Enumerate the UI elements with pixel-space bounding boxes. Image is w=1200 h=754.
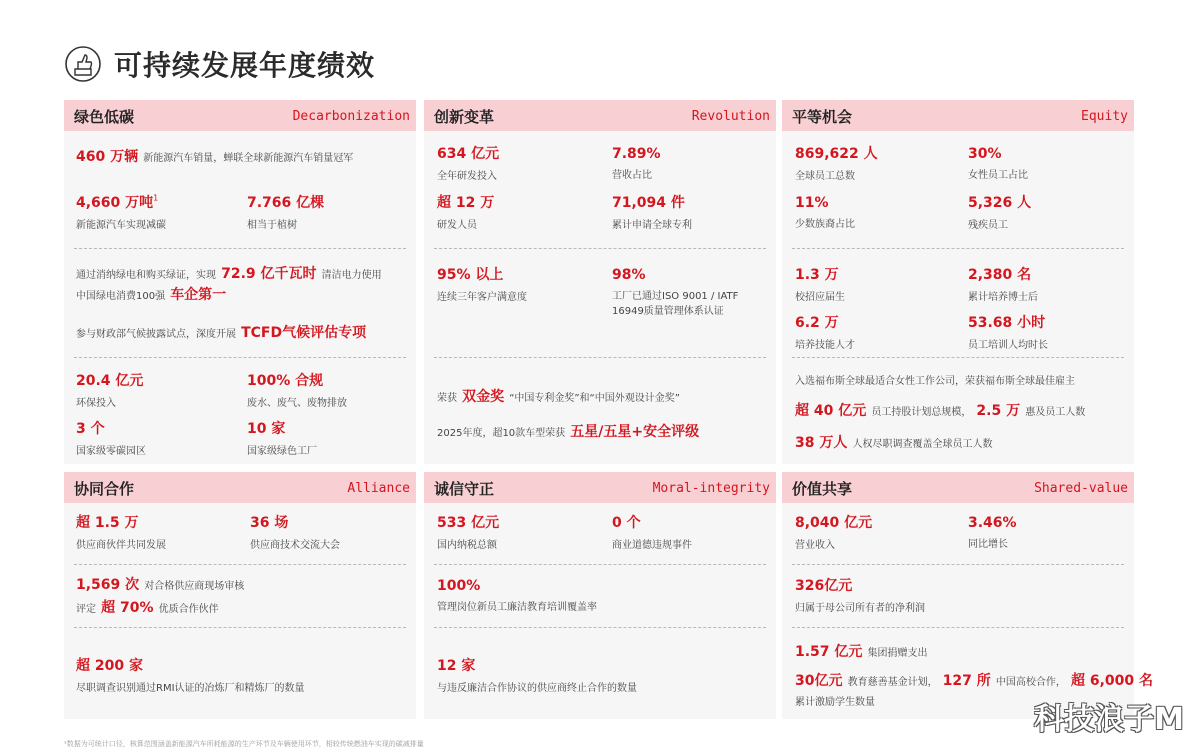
stat-value: 五星/五星+安全评级 [570, 424, 700, 440]
text: 2025年度，超10款车型荣获 [437, 428, 566, 439]
stat-value: 460 万辆 [76, 149, 139, 165]
text: 中国高校合作， [995, 677, 1066, 688]
text: 人权尽职调查覆盖全球员工人数 [852, 439, 993, 450]
stat-value: 6.2 万 [795, 315, 839, 331]
stat-label: 相当于植树 [247, 220, 297, 231]
stat-value: 超 6,000 名 [1070, 673, 1153, 689]
panel-header [424, 472, 776, 503]
stat-item [76, 512, 166, 551]
stat-value: 超 1.5 万 [76, 515, 139, 531]
forbes-line: 入选福布斯全球最适合女性工作公司，荣获福布斯全球最佳雇主 [795, 376, 1075, 387]
panel-header [64, 472, 416, 503]
stat-item [795, 312, 855, 351]
text: 优质合作伙伴 [158, 604, 219, 615]
stat-label: 少数族裔占比 [795, 219, 855, 230]
stat-item [612, 512, 692, 551]
stat-value: 超 12 万 [437, 195, 495, 211]
human-rights-line [795, 432, 992, 452]
stat-item [968, 264, 1038, 303]
panel-header [782, 100, 1134, 131]
stat-label: 研发人员 [437, 220, 477, 231]
stat-label: 国内纳税总额 [437, 540, 497, 551]
stat-value: 20.4 亿元 [76, 373, 144, 389]
divider [792, 248, 1124, 249]
stat-ev-sales [76, 146, 353, 166]
stat-item [437, 512, 499, 551]
stat-value: 3.46% [968, 515, 1017, 531]
stat-label: 国家级绿色工厂 [247, 446, 317, 457]
stat-value: 100% [437, 578, 481, 594]
panel-subtitle: Moral-integrity [652, 481, 770, 496]
stat-label: 营收占比 [612, 170, 652, 181]
stat-value: 30% [968, 146, 1002, 162]
esop-line [795, 400, 1085, 420]
stat-label: 国家级零碳园区 [76, 446, 146, 457]
panel-title: 诚信守正 [434, 480, 495, 498]
stat-value: 3 个 [76, 421, 105, 437]
panel-subtitle: Equity [1081, 109, 1128, 124]
stat-value: 7.766 亿棵 [247, 195, 325, 211]
stat-item [437, 192, 494, 231]
text: “中国专利金奖”和“中国外观设计金奖” [509, 393, 680, 404]
stat-value: 53.68 小时 [968, 315, 1046, 331]
stat-item [247, 418, 317, 457]
stat-label: 供应商伙伴共同发展 [76, 540, 166, 551]
stat-value: 30亿元 [795, 673, 843, 689]
stat-label: 女性员工占比 [968, 170, 1028, 181]
header [64, 44, 375, 84]
stat-item [612, 143, 661, 181]
divider [792, 564, 1124, 565]
stat-value: 95% 以上 [437, 267, 504, 283]
stat-value: 超 40 亿元 [795, 403, 867, 419]
text: 评定 [76, 604, 96, 615]
stat-item [247, 370, 347, 409]
stat-item [795, 264, 845, 303]
stat-value: 10 家 [247, 421, 286, 437]
stat-item [795, 143, 878, 182]
stat-value: 4,660 万吨 [76, 195, 154, 211]
stat-value: 36 场 [250, 515, 289, 531]
panel-subtitle: Decarbonization [292, 109, 410, 124]
stat-label: 工厂已通过ISO 9001 / IATF [612, 291, 739, 302]
footnote-mark: 1 [153, 193, 159, 203]
text: 中国绿电消费100强 [76, 291, 166, 302]
text: 荣获 [437, 393, 457, 404]
stat-label: 商业道德违规事件 [612, 540, 692, 551]
panel-integrity [424, 472, 776, 719]
stat-item [968, 312, 1048, 351]
panel-title: 平等机会 [792, 108, 853, 126]
tcfd-line [76, 322, 366, 342]
text: 教育慈善基金计划， [847, 677, 938, 688]
text: 员工持股计划总规模， [871, 407, 972, 418]
divider [74, 357, 406, 358]
stat-item [612, 192, 692, 231]
stat-label: 16949质量管理体系认证 [612, 306, 724, 317]
panel-title: 协同合作 [74, 480, 135, 498]
text: 通过消纳绿电和购买绿证，实现 [76, 270, 216, 281]
stat-item [795, 192, 855, 230]
stat-item [76, 418, 146, 457]
stat-item [76, 192, 166, 231]
stat-value: TCFD气候评估专项 [241, 325, 367, 341]
panel-header [424, 100, 776, 131]
stat-label: 累计申请全球专利 [612, 220, 692, 231]
text: 惠及员工人数 [1025, 407, 1086, 418]
panel-revolution [424, 100, 776, 464]
stat-label: 残疾员工 [968, 220, 1008, 231]
divider [792, 627, 1124, 628]
stat-value: 超 200 家 [76, 658, 143, 674]
green-rank-line [76, 284, 226, 304]
safety-line [437, 421, 699, 441]
stat-value: 7.89% [612, 146, 661, 162]
stat-value: 127 所 [942, 673, 991, 689]
divider [434, 357, 766, 358]
stat-label: 全球员工总数 [795, 171, 855, 182]
stat-item [76, 370, 143, 409]
donation-line [795, 641, 928, 661]
stat-value: 100% 合规 [247, 373, 324, 389]
stat-value: 11% [795, 195, 829, 211]
divider [74, 248, 406, 249]
stat-value: 双金奖 [462, 389, 505, 405]
divider [434, 627, 766, 628]
stat-item [612, 264, 738, 317]
divider [792, 357, 1124, 358]
stat-label: 新能源汽车实现减碳 [76, 220, 166, 231]
panel-header [64, 100, 416, 131]
stat-label: 校招应届生 [795, 292, 845, 303]
panel-alliance [64, 472, 416, 719]
stat-label: 环保投入 [76, 398, 116, 409]
stat-value: 72.9 亿千瓦时 [221, 266, 317, 282]
panel-equity [782, 100, 1134, 464]
stat-item [76, 655, 305, 694]
stat-label: 累计激励学生数量 [795, 697, 875, 708]
panel-subtitle: Revolution [691, 109, 770, 124]
page-title: 可持续发展年度绩效 [114, 49, 376, 82]
stat-value: 5,326 人 [968, 195, 1032, 211]
stat-item [247, 192, 324, 231]
partner-line [76, 597, 219, 617]
panel-title: 创新变革 [434, 108, 495, 126]
stat-label: 营业收入 [795, 540, 835, 551]
divider [434, 564, 766, 565]
stat-label: 员工培训人均时长 [968, 340, 1048, 351]
stat-item [437, 655, 637, 694]
panel-decarbonization [64, 100, 416, 464]
stat-value: 2.5 万 [976, 403, 1021, 419]
text: 对合格供应商现场审核 [144, 581, 245, 592]
stat-item [795, 575, 925, 614]
stat-value: 634 亿元 [437, 146, 500, 162]
panel-subtitle: Alliance [347, 481, 410, 496]
stat-label: 与违反廉洁合作协议的供应商终止合作的数量 [437, 683, 637, 694]
stat-label: 同比增长 [968, 539, 1008, 550]
stat-item [437, 575, 597, 613]
stat-item [437, 264, 527, 303]
stat-value: 12 家 [437, 658, 476, 674]
stat-label: 供应商技术交流大会 [250, 540, 340, 551]
thumbs-up-icon [64, 45, 102, 83]
panel-subtitle: Shared-value [1034, 481, 1128, 496]
stat-item [968, 512, 1017, 550]
stat-value: 超 70% [101, 600, 154, 616]
stat-label: 累计培养博士后 [968, 292, 1038, 303]
stat-label: 尽职调查识别通过RMI认证的冶炼厂和精炼厂的数量 [76, 683, 305, 694]
panel-title: 价值共享 [792, 480, 853, 498]
stat-value: 1,569 次 [76, 577, 140, 593]
panel-header [782, 472, 1134, 503]
panel-title: 绿色低碳 [74, 108, 135, 126]
stat-value: 8,040 亿元 [795, 515, 873, 531]
stat-text: 新能源汽车销量，蝉联全球新能源汽车销量冠军 [143, 153, 354, 164]
stat-value: 71,094 件 [612, 195, 685, 211]
stat-item [968, 192, 1031, 231]
stat-value: 98% [612, 267, 646, 283]
text: 集团捐赠支出 [867, 648, 928, 659]
stat-label: 废水、废气、废物排放 [247, 398, 347, 409]
stat-label: 归属于母公司所有者的净利润 [795, 603, 925, 614]
text: 参与财政部气候披露试点，深度开展 [76, 329, 236, 340]
stat-item [250, 512, 340, 551]
panel-shared-value [782, 472, 1153, 719]
stat-item [437, 143, 499, 182]
stat-value: 533 亿元 [437, 515, 500, 531]
divider [74, 627, 406, 628]
stat-label: 连续三年客户满意度 [437, 292, 527, 303]
watermark: 科技浪子M [1034, 702, 1184, 737]
text: 清洁电力使用 [321, 270, 382, 281]
stat-value: 38 万人 [795, 435, 848, 451]
stat-label: 管理岗位新员工廉洁教育培训覆盖率 [437, 602, 597, 613]
green-power-line [76, 263, 382, 283]
stat-value: 0 个 [612, 515, 641, 531]
stat-value: 2,380 名 [968, 267, 1032, 283]
stat-item [795, 512, 872, 551]
stat-item [968, 143, 1028, 181]
stat-value: 869,622 人 [795, 146, 878, 162]
stat-label: 培养技能人才 [795, 340, 855, 351]
stat-value: 326亿元 [795, 578, 853, 594]
footnote: ¹数据为可统计口径，核算范围涵盖新能源汽车所耗能源的生产环节及车辆使用环节，相较传统燃油车实现的碳减排量 [64, 740, 424, 748]
stat-value: 1.3 万 [795, 267, 839, 283]
stat-value: 车企第一 [170, 287, 227, 303]
audit-line [76, 574, 244, 594]
stat-label: 全年研发投入 [437, 171, 497, 182]
divider [434, 248, 766, 249]
divider [74, 564, 406, 565]
stat-value: 1.57 亿元 [795, 644, 863, 660]
award-line [437, 386, 680, 406]
